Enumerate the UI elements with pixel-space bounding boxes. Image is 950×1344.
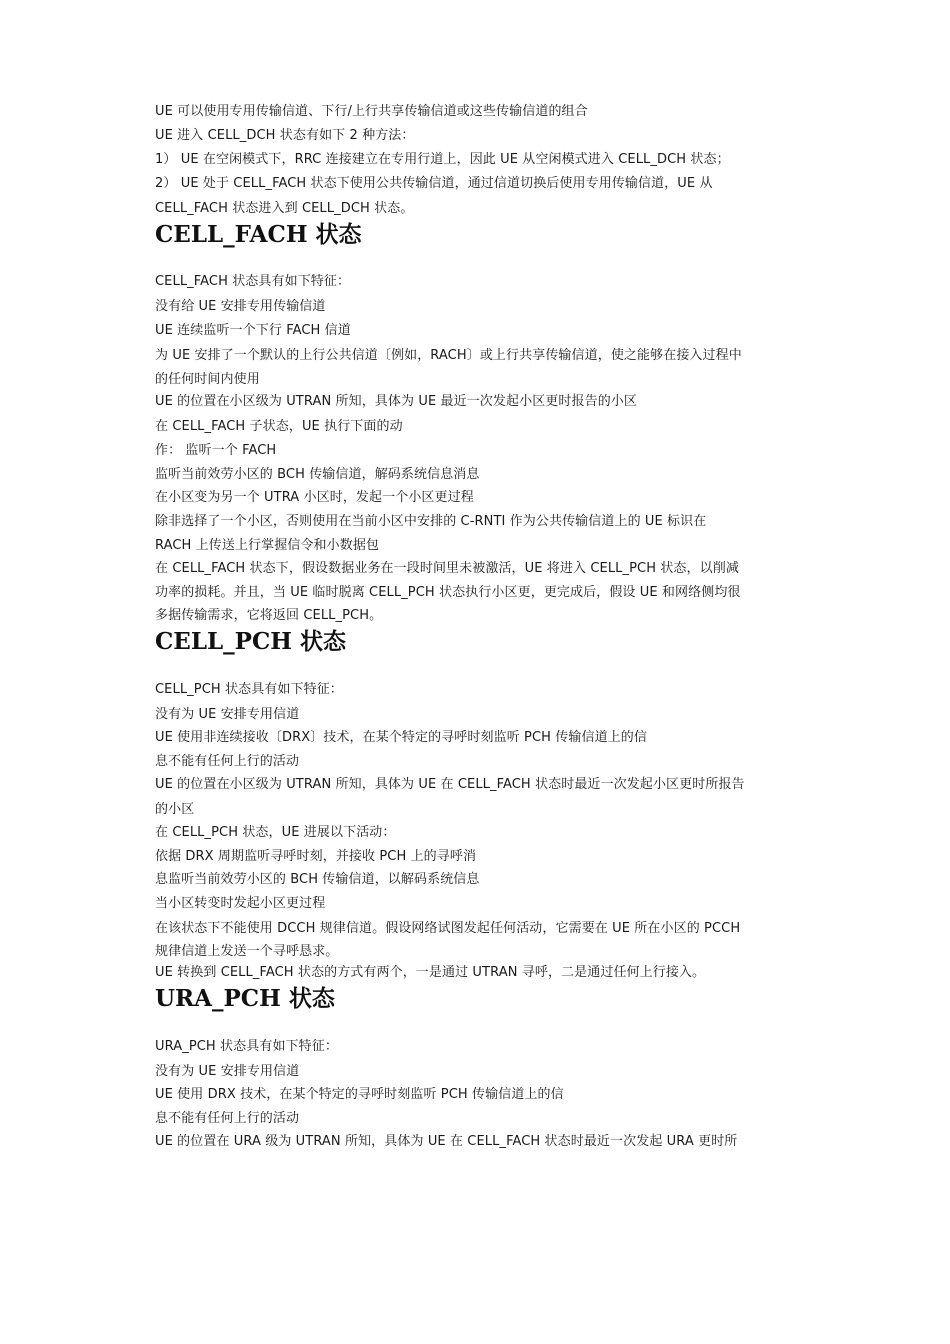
body-line: 没有为 UE 安排专用信道 [155, 1064, 300, 1079]
body-line: CELL_PCH 状态具有如下特征： [155, 682, 343, 697]
body-line: 在该状态下不能使用 DCCH 规律信道。假设网络试图发起任何活动，它需要在 UE 所在小区的 PCCH [155, 921, 741, 936]
intro-line: CELL_FACH 状态进入到 CELL_DCH 状态。 [155, 201, 414, 216]
body-line: 多据传输需求，它将返回 CELL_PCH。 [155, 608, 383, 623]
body-line: UE 的位置在小区级为 UTRAN 所知，具体为 UE 在 CELL_FACH 状态时最近一次发起小区更时所报告 [155, 777, 745, 792]
intro-line: 2） UE 处于 CELL_FACH 状态下使用公共传输信道，通过信道切换后使用专用传输信道，UE 从 [155, 176, 713, 191]
body-line: 息监听当前效劳小区的 BCH 传输信道，以解码系统信息 [155, 872, 480, 887]
body-line: 规律信道上发送一个寻呼恳求。 [155, 944, 339, 959]
body-line: 依据 DRX 周期监听寻呼时刻，并接收 PCH 上的寻呼消 [155, 849, 477, 864]
body-line: UE 使用 DRX 技术，在某个特定的寻呼时刻监听 PCH 传输信道上的信 [155, 1087, 564, 1102]
body-line: 在 CELL_FACH 状态下，假设数据业务在一段时间里未被激活，UE 将进入 CELL_PCH 状态，以削减 [155, 561, 739, 576]
body-line: UE 的位置在小区级为 UTRAN 所知，具体为 UE 最近一次发起小区更时报告的小区 [155, 394, 637, 409]
body-line: UE 连续监听一个下行 FACH 信道 [155, 323, 351, 338]
body-line: 作： 监听一个 FACH [155, 443, 277, 458]
intro-line: 1） UE 在空闲模式下，RRC 连接建立在专用行道上，因此 UE 从空闲模式进入 CELL_DCH 状态； [155, 152, 730, 167]
body-line: 除非选择了一个小区，否则使用在当前小区中安排的 C-RNTI 作为公共传输信道上的 UE 标识在 [155, 514, 707, 529]
body-line: 监听当前效劳小区的 BCH 传输信道，解码系统信息消息 [155, 467, 480, 482]
body-line: 的小区 [155, 802, 195, 817]
body-line: 功率的损耗。并且，当 UE 临时脱离 CELL_PCH 状态执行小区更，更完成后，假设 UE 和网络侧均很 [155, 585, 741, 600]
body-line: 当小区转变时发起小区更过程 [155, 896, 326, 911]
body-line: 没有给 UE 安排专用传输信道 [155, 299, 326, 314]
body-line: 没有为 UE 安排专用信道 [155, 707, 300, 722]
body-line: 息不能有任何上行的活动 [155, 754, 300, 769]
body-line: UE 的位置在 URA 级为 UTRAN 所知，具体为 UE 在 CELL_FACH 状态时最近一次发起 URA 更时所 [155, 1134, 738, 1149]
body-line: RACH 上传送上行掌握信令和小数据包 [155, 538, 380, 553]
body-line: 息不能有任何上行的活动 [155, 1111, 300, 1126]
body-line: UE 转换到 CELL_FACH 状态的方式有两个，一是通过 UTRAN 寻呼，二是通过任何上行接入。 [155, 965, 706, 980]
body-line: UE 使用非连续接收〔DRX〕技术，在某个特定的寻呼时刻监听 PCH 传输信道上的信 [155, 730, 647, 745]
intro-line: UE 可以使用专用传输信道、下行/上行共享传输信道或这些传输信道的组合 [155, 104, 588, 119]
body-line: 在小区变为另一个 UTRA 小区时，发起一个小区更过程 [155, 490, 474, 505]
body-line: URA_PCH 状态具有如下特征： [155, 1039, 338, 1054]
body-line: 的任何时间内使用 [155, 372, 260, 387]
section-heading-cell-fach: CELL_FACH 状态 [155, 221, 362, 248]
body-line: 为 UE 安排了一个默认的上行公共信道〔例如，RACH〕或上行共享传输信道，使之能够在接入过程中 [155, 348, 742, 363]
body-line: 在 CELL_FACH 子状态，UE 执行下面的动 [155, 419, 403, 434]
intro-line: UE 进入 CELL_DCH 状态有如下 2 种方法： [155, 128, 415, 143]
body-line: 在 CELL_PCH 状态，UE 进展以下活动： [155, 825, 396, 840]
section-heading-cell-pch: CELL_PCH 状态 [155, 628, 347, 655]
body-line: CELL_FACH 状态具有如下特征： [155, 274, 351, 289]
section-heading-ura-pch: URA_PCH 状态 [155, 985, 335, 1012]
